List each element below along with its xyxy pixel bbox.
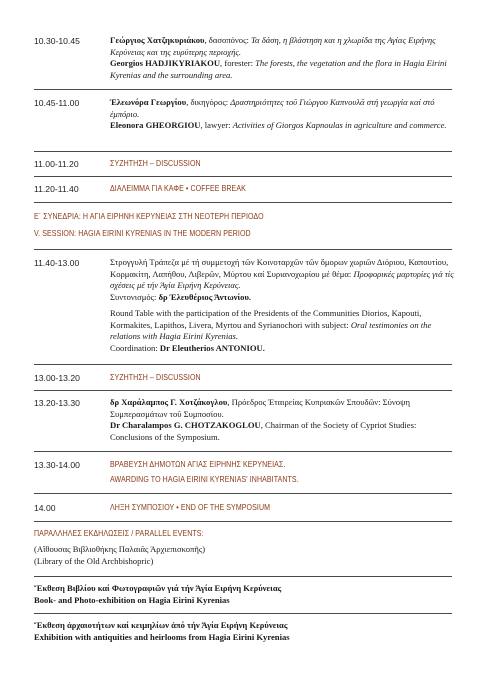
divider <box>34 249 452 250</box>
coordination-label-en: Coordination: <box>110 342 160 353</box>
discussion-heading: ΣΥΖΗΤΗΣΗ – DISCUSSION <box>110 159 201 168</box>
talk-entry <box>110 97 455 132</box>
round-table-text-en: Round Table with the participation of the Presidents of the Communities Diorios, Kapouti, Kormakites, Lapithos, Livera, Myrtou and Syrianochori with subject: <box>110 308 422 330</box>
exhibition-title-en: Exhibition with antiquities and heirlooms from Hagia Eirini Kyrenias <box>34 631 290 642</box>
divider <box>34 493 452 494</box>
divider <box>34 451 452 452</box>
divider <box>34 151 452 152</box>
awarding-heading-en: AWARDING TO HAGIA EIRINI KYRENIAS' INHABITANTS. <box>110 475 299 484</box>
speaker-name-en: Dr Charalampos G. CHOTZAKOGLOU <box>110 420 261 431</box>
speaker-name-en: Georgios HADJIKYRIAKOU <box>110 58 221 69</box>
time-slot: 14.00 <box>34 503 56 513</box>
speaker-role-gr: , Πρόεδρος Έταιρείας Κυπριακῶν Σπουδῶν: Σύνοψη Συμπερασμάτων τοῦ Συμποσίου. <box>110 397 410 419</box>
coordinator-gr: δρ Έλευθέριος Άντωνίου. <box>158 291 252 302</box>
divider <box>34 576 452 577</box>
divider <box>34 390 452 391</box>
talk-entry <box>110 35 455 81</box>
time-slot: 13.00-13.20 <box>34 373 80 383</box>
speaker-role-en: , forester: <box>220 58 256 69</box>
divider <box>34 89 452 90</box>
exhibition-entry <box>34 583 452 606</box>
divider <box>34 613 452 614</box>
coffee-break-heading: ΔΙΑΛΕΙΜΜΑ ΓΙΑ ΚΑΦΕ • COFFEE BREAK <box>110 184 246 193</box>
time-slot: 10.30-10.45 <box>34 36 80 46</box>
time-slot: 11.40-13.00 <box>34 258 80 268</box>
exhibition-entry <box>34 620 452 643</box>
talk-title-gr: Τα δάση, η βλάστηση και η χλωρίδα της Αγίας Ειρήνης Κερύνειας και της ευρύτερης περιοχής. <box>110 35 436 57</box>
round-table-topic-en: Oral testimonies on the relations with Hagia Eirini Kyrenias. <box>110 319 432 342</box>
time-slot: 11.20-11.40 <box>34 184 79 194</box>
parallel-events-heading: ΠΑΡΑΛΛΗΛΕΣ ΕΚΔΗΛΩΣΕΙΣ / PARALLEL EVENTS: <box>34 529 204 538</box>
venue-gr: (Αἴθουσας Βιβλιοθήκης Παλαιᾶς Άρχιεπισκοπῆς) <box>34 544 206 554</box>
discussion-heading: ΣΥΖΗΤΗΣΗ – DISCUSSION <box>110 373 201 382</box>
talk-title-en: The forests, the vegetation and the flora in Hagia Eirini Kyrenias and the surrounding area. <box>110 58 447 80</box>
speaker-role-gr: , δικηγόρος: <box>186 97 231 107</box>
exhibition-title-en: Book- and Photo-exhibition on Hagia Eirini Kyrenias <box>34 594 230 605</box>
speaker-role-en: , lawyer: <box>200 120 233 131</box>
speaker-role-gr: , δασοπόνος: <box>204 35 252 45</box>
divider <box>34 176 452 177</box>
divider <box>34 202 452 203</box>
venue-en: (Library of the Old Archbishopric) <box>34 555 154 566</box>
coordinator-en: Dr Eleutherios ANTONIOU. <box>159 342 265 353</box>
time-slot: 13.30-14.00 <box>34 460 80 470</box>
speaker-name-gr: Έλεωνόρα Γεωργίου <box>110 97 187 107</box>
coordination-label-gr: Συντονισμός: <box>110 291 159 302</box>
session-heading-en: V. SESSION: HAGIA EIRINI KYRENIAS IN THE MODERN PERIOD <box>34 229 251 238</box>
awarding-heading-gr: ΒΡΑΒΕΥΣΗ ΔΗΜΟΤΩΝ ΑΓΙΑΣ ΕΙΡΗΝΗΣ ΚΕΡΥΝΕΙΑΣ. <box>110 460 286 469</box>
time-slot: 10.45-11.00 <box>34 98 80 108</box>
venue <box>34 544 452 567</box>
divider <box>34 364 452 365</box>
session-heading-gr: Ε΄ ΣΥΝΕΔΡΙΑ: Η ΑΓΙΑ ΕΙΡΗΝΗ ΚΕΡΥΝΕΙΑΣ ΣΤΗ ΝΕΟΤΕΡΗ ΠΕΡΙΟΔΟ <box>34 212 264 221</box>
exhibition-title-gr: Ἔκθεση ἀρχαιοτήτων καί κειμηλίων ἀπό τήν Άγία Ειρήνη Κερύνειας <box>34 620 288 630</box>
closing-heading: ΛΗΞΗ ΣΥΜΠΟΣΙΟΥ • END OF THE SYMPOSIUM <box>110 503 271 512</box>
time-slot: 11.00-11.20 <box>34 159 79 169</box>
speaker-name-gr: δρ Χαράλαμπος Γ. Χοτζάκογλου <box>110 397 228 407</box>
round-table-topic-gr: Προφορικές μαρτυρίες γιά τίς σχέσεις μέ τήν Άγία Ειρήνη Κερύνειας. <box>110 268 454 291</box>
round-table-entry <box>110 257 455 303</box>
exhibition-title-gr: Ἔκθεση Βιβλίου καί Φωτογραφιῶν γιά τήν Άγία Ειρήνη Κερύνειας <box>34 583 282 593</box>
divider <box>34 521 452 522</box>
round-table-text-gr: Στρογγυλή Τράπεζα μέ τή συμμετοχή τῶν Κοινοταρχῶν τῶν ὅμορων χωριῶν Διόριου, Καπουτίου, Κορμακίτη, Λαπήθου, Λιβερῶν, Μύρτου καί Συριανοχωρίου μέ θέμα: <box>110 257 449 279</box>
talk-entry <box>110 397 455 443</box>
talk-title-gr: Δραστηριότητες τοῦ Γιώργου Καπνουλᾶ στή γεωργία καί στό ἐμπόριο. <box>110 97 435 119</box>
speaker-role-en: , Chairman of the Society of Cypriot Studies: Conclusions of the Symposium. <box>110 420 417 442</box>
talk-title-en: Activities of Giorgos Kapnoulas in agriculture and commerce. <box>232 120 447 131</box>
speaker-name-gr: Γεώργιος Χατζηκυριάκου <box>110 35 205 45</box>
time-slot: 13.20-13.30 <box>34 398 80 408</box>
round-table-entry-en <box>110 308 455 354</box>
speaker-name-en: Eleonora GHEORGIOU <box>110 120 201 131</box>
